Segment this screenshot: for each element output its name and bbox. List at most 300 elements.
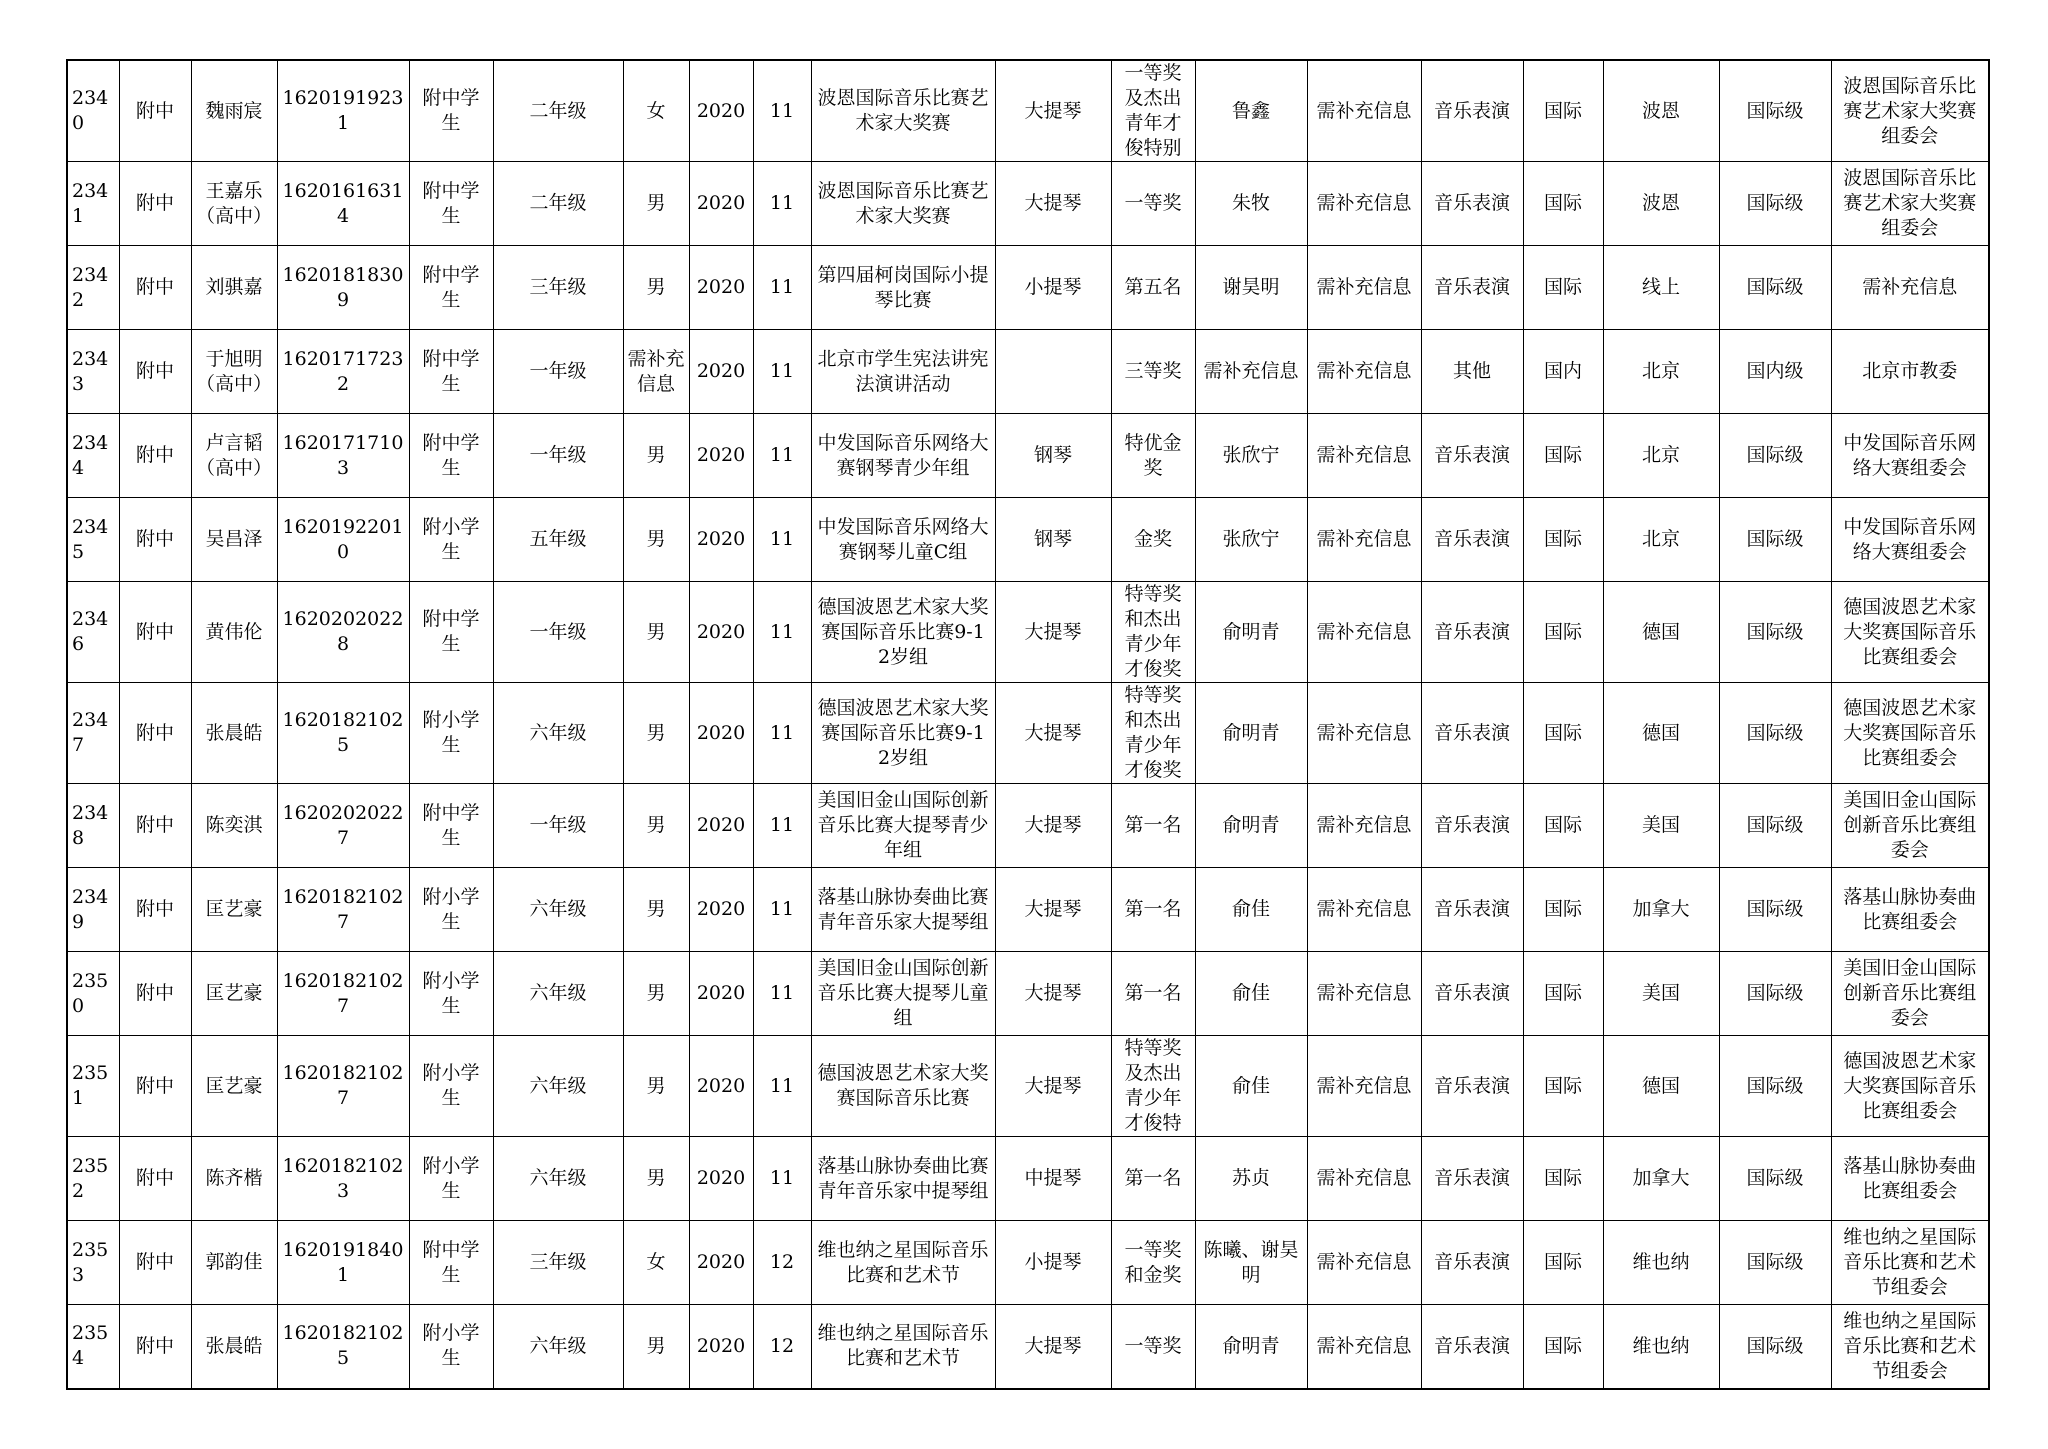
cell-year: 2020 xyxy=(689,868,753,952)
cell-grade: 三年级 xyxy=(493,1221,623,1305)
cell-gender: 男 xyxy=(623,868,689,952)
cell-instrument: 大提琴 xyxy=(995,582,1111,683)
cell-row-number: 2348 xyxy=(67,784,119,868)
cell-grade: 一年级 xyxy=(493,414,623,498)
cell-award: 特等奖及杰出青少年才俊特 xyxy=(1111,1036,1195,1137)
cell-gender: 需补充信息 xyxy=(623,330,689,414)
cell-competition-name: 中发国际音乐网络大赛钢琴儿童C组 xyxy=(811,498,995,582)
cell-row-number: 2345 xyxy=(67,498,119,582)
cell-award: 一等奖和金奖 xyxy=(1111,1221,1195,1305)
cell-grade: 二年级 xyxy=(493,60,623,162)
cell-location: 北京 xyxy=(1603,498,1719,582)
cell-grade: 六年级 xyxy=(493,1036,623,1137)
cell-row-number: 2340 xyxy=(67,60,119,162)
cell-row-number: 2349 xyxy=(67,868,119,952)
cell-student-name: 郭韵佳 xyxy=(191,1221,277,1305)
cell-instrument: 大提琴 xyxy=(995,683,1111,784)
cell-level: 国内级 xyxy=(1719,330,1831,414)
cell-instructor: 张欣宁 xyxy=(1195,414,1307,498)
cell-info-status: 需补充信息 xyxy=(1307,1036,1421,1137)
cell-instructor: 苏贞 xyxy=(1195,1137,1307,1221)
table-row xyxy=(67,868,1989,952)
cell-month: 11 xyxy=(753,498,811,582)
cell-level: 国际级 xyxy=(1719,1305,1831,1389)
cell-info-status: 需补充信息 xyxy=(1307,1221,1421,1305)
cell-gender: 女 xyxy=(623,60,689,162)
table-row xyxy=(67,952,1989,1036)
cell-scope: 国际 xyxy=(1523,498,1603,582)
cell-info-status: 需补充信息 xyxy=(1307,952,1421,1036)
cell-level: 国际级 xyxy=(1719,784,1831,868)
cell-department: 附中 xyxy=(119,414,191,498)
cell-student-type: 附小学生 xyxy=(409,1137,493,1221)
cell-level: 国际级 xyxy=(1719,498,1831,582)
cell-student-name: 王嘉乐（高中） xyxy=(191,162,277,246)
cell-instrument: 大提琴 xyxy=(995,868,1111,952)
cell-year: 2020 xyxy=(689,952,753,1036)
cell-level: 国际级 xyxy=(1719,952,1831,1036)
cell-month: 11 xyxy=(753,246,811,330)
cell-student-name: 卢言韬（高中） xyxy=(191,414,277,498)
cell-level: 国际级 xyxy=(1719,162,1831,246)
cell-year: 2020 xyxy=(689,582,753,683)
table-row xyxy=(67,60,1989,162)
cell-award: 第一名 xyxy=(1111,1137,1195,1221)
cell-student-name: 吴昌泽 xyxy=(191,498,277,582)
cell-instrument: 大提琴 xyxy=(995,784,1111,868)
cell-instructor: 陈曦、谢昊明 xyxy=(1195,1221,1307,1305)
cell-location: 维也纳 xyxy=(1603,1221,1719,1305)
cell-student-id: 16202020227 xyxy=(277,784,409,868)
cell-student-type: 附中学生 xyxy=(409,414,493,498)
cell-organizer: 落基山脉协奏曲比赛组委会 xyxy=(1831,1137,1989,1221)
cell-category: 音乐表演 xyxy=(1421,1305,1523,1389)
cell-month: 11 xyxy=(753,330,811,414)
cell-scope: 国际 xyxy=(1523,1036,1603,1137)
cell-year: 2020 xyxy=(689,162,753,246)
table-row xyxy=(67,1221,1989,1305)
cell-student-name: 于旭明（高中） xyxy=(191,330,277,414)
cell-scope: 国内 xyxy=(1523,330,1603,414)
cell-location: 加拿大 xyxy=(1603,1137,1719,1221)
cell-award: 第一名 xyxy=(1111,868,1195,952)
cell-gender: 男 xyxy=(623,1137,689,1221)
cell-info-status: 需补充信息 xyxy=(1307,1305,1421,1389)
cell-grade: 五年级 xyxy=(493,498,623,582)
cell-department: 附中 xyxy=(119,60,191,162)
cell-student-id: 16201919231 xyxy=(277,60,409,162)
cell-instrument: 钢琴 xyxy=(995,498,1111,582)
cell-instructor: 俞佳 xyxy=(1195,1036,1307,1137)
cell-gender: 男 xyxy=(623,1036,689,1137)
cell-department: 附中 xyxy=(119,683,191,784)
cell-category: 音乐表演 xyxy=(1421,784,1523,868)
cell-category: 音乐表演 xyxy=(1421,952,1523,1036)
cell-scope: 国际 xyxy=(1523,1305,1603,1389)
cell-category: 音乐表演 xyxy=(1421,868,1523,952)
cell-award: 一等奖 xyxy=(1111,162,1195,246)
cell-scope: 国际 xyxy=(1523,246,1603,330)
cell-year: 2020 xyxy=(689,1137,753,1221)
cell-row-number: 2352 xyxy=(67,1137,119,1221)
cell-category: 音乐表演 xyxy=(1421,60,1523,162)
cell-level: 国际级 xyxy=(1719,683,1831,784)
cell-student-name: 刘骐嘉 xyxy=(191,246,277,330)
table-row xyxy=(67,162,1989,246)
cell-competition-name: 中发国际音乐网络大赛钢琴青少年组 xyxy=(811,414,995,498)
cell-month: 11 xyxy=(753,60,811,162)
cell-gender: 男 xyxy=(623,162,689,246)
cell-student-name: 匡艺豪 xyxy=(191,868,277,952)
cell-student-name: 陈齐楷 xyxy=(191,1137,277,1221)
cell-student-type: 附小学生 xyxy=(409,952,493,1036)
cell-instructor: 俞明青 xyxy=(1195,1305,1307,1389)
cell-gender: 女 xyxy=(623,1221,689,1305)
cell-location: 北京 xyxy=(1603,414,1719,498)
cell-competition-name: 第四届柯岗国际小提琴比赛 xyxy=(811,246,995,330)
cell-organizer: 德国波恩艺术家大奖赛国际音乐比赛组委会 xyxy=(1831,1036,1989,1137)
cell-row-number: 2354 xyxy=(67,1305,119,1389)
table-row xyxy=(67,498,1989,582)
cell-student-name: 匡艺豪 xyxy=(191,1036,277,1137)
cell-month: 11 xyxy=(753,1036,811,1137)
cell-organizer: 美国旧金山国际创新音乐比赛组委会 xyxy=(1831,952,1989,1036)
cell-level: 国际级 xyxy=(1719,1036,1831,1137)
table-row xyxy=(67,1305,1989,1389)
cell-department: 附中 xyxy=(119,246,191,330)
cell-student-id: 16201818309 xyxy=(277,246,409,330)
cell-department: 附中 xyxy=(119,162,191,246)
cell-student-type: 附中学生 xyxy=(409,60,493,162)
cell-student-type: 附小学生 xyxy=(409,868,493,952)
cell-category: 音乐表演 xyxy=(1421,162,1523,246)
cell-info-status: 需补充信息 xyxy=(1307,60,1421,162)
cell-month: 11 xyxy=(753,414,811,498)
cell-location: 波恩 xyxy=(1603,162,1719,246)
cell-scope: 国际 xyxy=(1523,414,1603,498)
cell-grade: 六年级 xyxy=(493,868,623,952)
cell-level: 国际级 xyxy=(1719,1221,1831,1305)
cell-department: 附中 xyxy=(119,498,191,582)
cell-level: 国际级 xyxy=(1719,414,1831,498)
cell-gender: 男 xyxy=(623,414,689,498)
table-row xyxy=(67,246,1989,330)
cell-location: 美国 xyxy=(1603,952,1719,1036)
cell-instrument: 大提琴 xyxy=(995,1036,1111,1137)
cell-month: 11 xyxy=(753,1137,811,1221)
cell-instrument: 小提琴 xyxy=(995,246,1111,330)
cell-instructor: 鲁鑫 xyxy=(1195,60,1307,162)
cell-info-status: 需补充信息 xyxy=(1307,498,1421,582)
cell-department: 附中 xyxy=(119,582,191,683)
cell-year: 2020 xyxy=(689,1221,753,1305)
cell-info-status: 需补充信息 xyxy=(1307,582,1421,683)
cell-competition-name: 维也纳之星国际音乐比赛和艺术节 xyxy=(811,1305,995,1389)
cell-instructor: 谢昊明 xyxy=(1195,246,1307,330)
cell-category: 音乐表演 xyxy=(1421,683,1523,784)
cell-category: 音乐表演 xyxy=(1421,1137,1523,1221)
cell-award: 第一名 xyxy=(1111,952,1195,1036)
cell-row-number: 2347 xyxy=(67,683,119,784)
cell-student-type: 附中学生 xyxy=(409,582,493,683)
table-row xyxy=(67,582,1989,683)
cell-student-name: 张晨皓 xyxy=(191,1305,277,1389)
cell-info-status: 需补充信息 xyxy=(1307,330,1421,414)
cell-student-id: 16201717103 xyxy=(277,414,409,498)
cell-location: 北京 xyxy=(1603,330,1719,414)
cell-student-id: 16202020228 xyxy=(277,582,409,683)
cell-scope: 国际 xyxy=(1523,60,1603,162)
cell-location: 波恩 xyxy=(1603,60,1719,162)
cell-level: 国际级 xyxy=(1719,60,1831,162)
cell-department: 附中 xyxy=(119,952,191,1036)
cell-competition-name: 美国旧金山国际创新音乐比赛大提琴青少年组 xyxy=(811,784,995,868)
cell-month: 11 xyxy=(753,582,811,683)
cell-location: 德国 xyxy=(1603,683,1719,784)
cell-month: 11 xyxy=(753,952,811,1036)
cell-info-status: 需补充信息 xyxy=(1307,414,1421,498)
cell-competition-name: 德国波恩艺术家大奖赛国际音乐比赛 xyxy=(811,1036,995,1137)
cell-instrument: 大提琴 xyxy=(995,162,1111,246)
cell-year: 2020 xyxy=(689,1305,753,1389)
cell-organizer: 波恩国际音乐比赛艺术家大奖赛组委会 xyxy=(1831,162,1989,246)
cell-category: 音乐表演 xyxy=(1421,1036,1523,1137)
cell-student-id: 16201821025 xyxy=(277,683,409,784)
cell-award: 第五名 xyxy=(1111,246,1195,330)
table-row xyxy=(67,683,1989,784)
cell-info-status: 需补充信息 xyxy=(1307,1137,1421,1221)
cell-organizer: 中发国际音乐网络大赛组委会 xyxy=(1831,414,1989,498)
cell-student-type: 附小学生 xyxy=(409,498,493,582)
cell-level: 国际级 xyxy=(1719,582,1831,683)
cell-instrument: 大提琴 xyxy=(995,952,1111,1036)
cell-instructor: 俞佳 xyxy=(1195,952,1307,1036)
cell-award: 特等奖和杰出青少年才俊奖 xyxy=(1111,582,1195,683)
cell-location: 线上 xyxy=(1603,246,1719,330)
cell-month: 11 xyxy=(753,683,811,784)
cell-gender: 男 xyxy=(623,582,689,683)
cell-instructor: 俞明青 xyxy=(1195,683,1307,784)
cell-organizer: 北京市教委 xyxy=(1831,330,1989,414)
cell-student-id: 16201821023 xyxy=(277,1137,409,1221)
cell-gender: 男 xyxy=(623,1305,689,1389)
cell-category: 音乐表演 xyxy=(1421,246,1523,330)
table-row xyxy=(67,1137,1989,1221)
cell-award: 一等奖及杰出青年才俊特别 xyxy=(1111,60,1195,162)
cell-month: 12 xyxy=(753,1221,811,1305)
cell-grade: 一年级 xyxy=(493,582,623,683)
cell-student-id: 16201821027 xyxy=(277,1036,409,1137)
cell-student-id: 16201821025 xyxy=(277,1305,409,1389)
cell-organizer: 波恩国际音乐比赛艺术家大奖赛组委会 xyxy=(1831,60,1989,162)
table-row xyxy=(67,1036,1989,1137)
cell-student-name: 张晨皓 xyxy=(191,683,277,784)
cell-grade: 一年级 xyxy=(493,330,623,414)
cell-award: 特优金奖 xyxy=(1111,414,1195,498)
cell-month: 12 xyxy=(753,1305,811,1389)
cell-gender: 男 xyxy=(623,246,689,330)
cell-department: 附中 xyxy=(119,784,191,868)
cell-year: 2020 xyxy=(689,784,753,868)
cell-organizer: 美国旧金山国际创新音乐比赛组委会 xyxy=(1831,784,1989,868)
cell-gender: 男 xyxy=(623,498,689,582)
cell-location: 加拿大 xyxy=(1603,868,1719,952)
cell-instrument: 小提琴 xyxy=(995,1221,1111,1305)
table-row xyxy=(67,784,1989,868)
cell-student-id: 16201922010 xyxy=(277,498,409,582)
cell-student-type: 附中学生 xyxy=(409,784,493,868)
cell-category: 音乐表演 xyxy=(1421,1221,1523,1305)
cell-student-type: 附中学生 xyxy=(409,246,493,330)
cell-student-id: 16201717232 xyxy=(277,330,409,414)
cell-instructor: 俞明青 xyxy=(1195,784,1307,868)
cell-gender: 男 xyxy=(623,952,689,1036)
cell-location: 维也纳 xyxy=(1603,1305,1719,1389)
cell-row-number: 2351 xyxy=(67,1036,119,1137)
cell-year: 2020 xyxy=(689,414,753,498)
cell-category: 音乐表演 xyxy=(1421,498,1523,582)
cell-department: 附中 xyxy=(119,330,191,414)
cell-student-type: 附小学生 xyxy=(409,1036,493,1137)
cell-level: 国际级 xyxy=(1719,246,1831,330)
cell-level: 国际级 xyxy=(1719,868,1831,952)
cell-student-name: 陈奕淇 xyxy=(191,784,277,868)
cell-competition-name: 维也纳之星国际音乐比赛和艺术节 xyxy=(811,1221,995,1305)
cell-category: 音乐表演 xyxy=(1421,582,1523,683)
cell-scope: 国际 xyxy=(1523,1221,1603,1305)
cell-info-status: 需补充信息 xyxy=(1307,868,1421,952)
cell-level: 国际级 xyxy=(1719,1137,1831,1221)
cell-instructor: 张欣宁 xyxy=(1195,498,1307,582)
cell-grade: 六年级 xyxy=(493,1305,623,1389)
cell-year: 2020 xyxy=(689,60,753,162)
cell-row-number: 2341 xyxy=(67,162,119,246)
cell-location: 美国 xyxy=(1603,784,1719,868)
cell-scope: 国际 xyxy=(1523,582,1603,683)
cell-organizer: 德国波恩艺术家大奖赛国际音乐比赛组委会 xyxy=(1831,683,1989,784)
cell-month: 11 xyxy=(753,784,811,868)
cell-grade: 三年级 xyxy=(493,246,623,330)
table-row xyxy=(67,414,1989,498)
cell-info-status: 需补充信息 xyxy=(1307,162,1421,246)
cell-instructor: 需补充信息 xyxy=(1195,330,1307,414)
cell-grade: 一年级 xyxy=(493,784,623,868)
cell-organizer: 中发国际音乐网络大赛组委会 xyxy=(1831,498,1989,582)
cell-year: 2020 xyxy=(689,246,753,330)
cell-instructor: 俞佳 xyxy=(1195,868,1307,952)
cell-student-id: 16201821027 xyxy=(277,868,409,952)
cell-student-type: 附中学生 xyxy=(409,162,493,246)
cell-student-name: 黄伟伦 xyxy=(191,582,277,683)
cell-organizer: 维也纳之星国际音乐比赛和艺术节组委会 xyxy=(1831,1305,1989,1389)
cell-category: 音乐表演 xyxy=(1421,414,1523,498)
cell-year: 2020 xyxy=(689,1036,753,1137)
cell-student-type: 附小学生 xyxy=(409,683,493,784)
data-table xyxy=(66,59,1990,1390)
cell-row-number: 2343 xyxy=(67,330,119,414)
cell-grade: 六年级 xyxy=(493,952,623,1036)
cell-scope: 国际 xyxy=(1523,162,1603,246)
cell-instructor: 朱牧 xyxy=(1195,162,1307,246)
cell-location: 德国 xyxy=(1603,582,1719,683)
cell-info-status: 需补充信息 xyxy=(1307,784,1421,868)
cell-grade: 六年级 xyxy=(493,683,623,784)
cell-scope: 国际 xyxy=(1523,784,1603,868)
cell-student-id: 16201918401 xyxy=(277,1221,409,1305)
cell-instrument: 大提琴 xyxy=(995,60,1111,162)
cell-student-type: 附中学生 xyxy=(409,1221,493,1305)
cell-month: 11 xyxy=(753,162,811,246)
cell-award: 特等奖和杰出青少年才俊奖 xyxy=(1111,683,1195,784)
cell-award: 金奖 xyxy=(1111,498,1195,582)
cell-grade: 六年级 xyxy=(493,1137,623,1221)
cell-organizer: 需补充信息 xyxy=(1831,246,1989,330)
cell-competition-name: 落基山脉协奏曲比赛青年音乐家大提琴组 xyxy=(811,868,995,952)
cell-organizer: 落基山脉协奏曲比赛组委会 xyxy=(1831,868,1989,952)
cell-grade: 二年级 xyxy=(493,162,623,246)
cell-instrument: 中提琴 xyxy=(995,1137,1111,1221)
cell-row-number: 2344 xyxy=(67,414,119,498)
cell-department: 附中 xyxy=(119,1221,191,1305)
cell-award: 三等奖 xyxy=(1111,330,1195,414)
cell-student-id: 16201821027 xyxy=(277,952,409,1036)
cell-department: 附中 xyxy=(119,1305,191,1389)
cell-year: 2020 xyxy=(689,330,753,414)
table-body xyxy=(67,60,1989,1389)
cell-gender: 男 xyxy=(623,683,689,784)
cell-row-number: 2346 xyxy=(67,582,119,683)
cell-row-number: 2350 xyxy=(67,952,119,1036)
cell-scope: 国际 xyxy=(1523,868,1603,952)
cell-gender: 男 xyxy=(623,784,689,868)
cell-competition-name: 德国波恩艺术家大奖赛国际音乐比赛9-12岁组 xyxy=(811,582,995,683)
cell-month: 11 xyxy=(753,868,811,952)
table-row xyxy=(67,330,1989,414)
cell-info-status: 需补充信息 xyxy=(1307,683,1421,784)
cell-row-number: 2342 xyxy=(67,246,119,330)
cell-award: 一等奖 xyxy=(1111,1305,1195,1389)
cell-location: 德国 xyxy=(1603,1036,1719,1137)
cell-student-name: 魏雨宸 xyxy=(191,60,277,162)
cell-competition-name: 北京市学生宪法讲宪法演讲活动 xyxy=(811,330,995,414)
cell-competition-name: 波恩国际音乐比赛艺术家大奖赛 xyxy=(811,162,995,246)
cell-organizer: 维也纳之星国际音乐比赛和艺术节组委会 xyxy=(1831,1221,1989,1305)
cell-year: 2020 xyxy=(689,683,753,784)
cell-instrument: 大提琴 xyxy=(995,1305,1111,1389)
cell-department: 附中 xyxy=(119,868,191,952)
cell-instrument xyxy=(995,330,1111,414)
cell-info-status: 需补充信息 xyxy=(1307,246,1421,330)
cell-award: 第一名 xyxy=(1111,784,1195,868)
cell-department: 附中 xyxy=(119,1036,191,1137)
cell-row-number: 2353 xyxy=(67,1221,119,1305)
cell-scope: 国际 xyxy=(1523,1137,1603,1221)
cell-department: 附中 xyxy=(119,1137,191,1221)
cell-competition-name: 美国旧金山国际创新音乐比赛大提琴儿童组 xyxy=(811,952,995,1036)
cell-scope: 国际 xyxy=(1523,683,1603,784)
cell-organizer: 德国波恩艺术家大奖赛国际音乐比赛组委会 xyxy=(1831,582,1989,683)
cell-scope: 国际 xyxy=(1523,952,1603,1036)
cell-year: 2020 xyxy=(689,498,753,582)
cell-student-id: 16201616314 xyxy=(277,162,409,246)
cell-student-name: 匡艺豪 xyxy=(191,952,277,1036)
cell-competition-name: 德国波恩艺术家大奖赛国际音乐比赛9-12岁组 xyxy=(811,683,995,784)
cell-competition-name: 落基山脉协奏曲比赛青年音乐家中提琴组 xyxy=(811,1137,995,1221)
cell-category: 其他 xyxy=(1421,330,1523,414)
cell-competition-name: 波恩国际音乐比赛艺术家大奖赛 xyxy=(811,60,995,162)
cell-student-type: 附小学生 xyxy=(409,1305,493,1389)
cell-student-type: 附中学生 xyxy=(409,330,493,414)
